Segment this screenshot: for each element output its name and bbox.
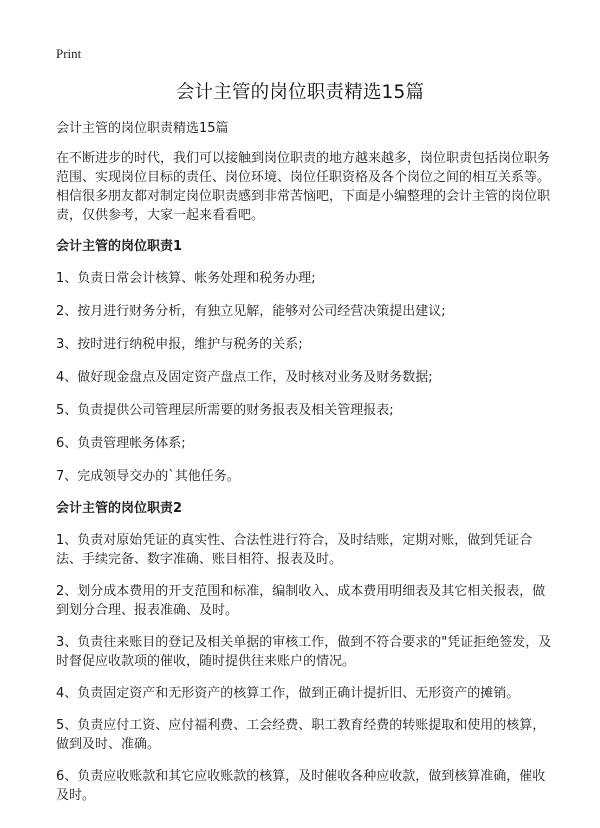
print-label: Print — [56, 46, 82, 61]
list-item: 3、负责往来账目的登记及相关单据的审核工作，做到不符合要求的"凭证拒绝签发，及时督促应收款项的催收，随时提供往来账户的情况。 — [56, 635, 552, 669]
list-item: 2、划分成本费用的开支范围和标准，编制收入、成本费用明细表及其它相关报表，做到划分合理、报表准确、及时。 — [56, 584, 546, 618]
list-item: 1、负责对原始凭证的真实性、合法性进行符合，及时结账，定期对账，做到凭证合法、手续完备、数字准确、账目相符、报表及时。 — [56, 533, 533, 567]
section-heading-1: 会计主管的岗位职责1 — [56, 239, 183, 254]
list-item: 5、负责应付工资、应付福利费、工会经费、职工教育经费的转账提取和使用的核算，做到及时、准确。 — [56, 718, 546, 752]
list-item: 4、负责固定资产和无形资产的核算工作，做到正确计提折旧、无形资产的摊销。 — [56, 686, 520, 701]
list-item: 7、完成领导交办的`其他任务。 — [56, 469, 240, 484]
list-item: 2、按月进行财务分析，有独立见解，能够对公司经营决策提出建议; — [56, 304, 446, 319]
document-subtitle: 会计主管的岗位职责精选15篇 — [56, 121, 229, 136]
list-item: 5、负责提供公司管理层所需要的财务报表及相关管理报表; — [56, 403, 394, 418]
section-heading-2: 会计主管的岗位职责2 — [56, 501, 183, 516]
list-item: 1、负责日常会计核算、帐务处理和税务办理; — [56, 271, 316, 286]
intro-paragraph: 在不断进步的时代，我们可以接触到岗位职责的地方越来越多，岗位职责包括岗位职务范围、实现岗位目标的责任、岗位环境、岗位任职资格及各个岗位之间的相互关系等。相信很多朋友都对制定岗位职责感到非常苦恼吧，下面是小编整理的会计主管的岗位职责，仅供参考，大家一起来看看吧。 — [56, 151, 551, 223]
list-item: 6、负责管理帐务体系; — [56, 436, 186, 451]
list-item: 4、做好现金盘点及固定资产盘点工作，及时核对业务及财务数据; — [56, 370, 433, 385]
list-item: 6、负责应收账款和其它应收账款的核算，及时催收各种应收款，做到核算准确，催收及时。 — [56, 769, 546, 803]
document-title: 会计主管的岗位职责精选15篇 — [175, 82, 425, 103]
document-body — [56, 120, 556, 818]
list-item: 3、按时进行纳税申报，维护与税务的关系; — [56, 337, 303, 352]
